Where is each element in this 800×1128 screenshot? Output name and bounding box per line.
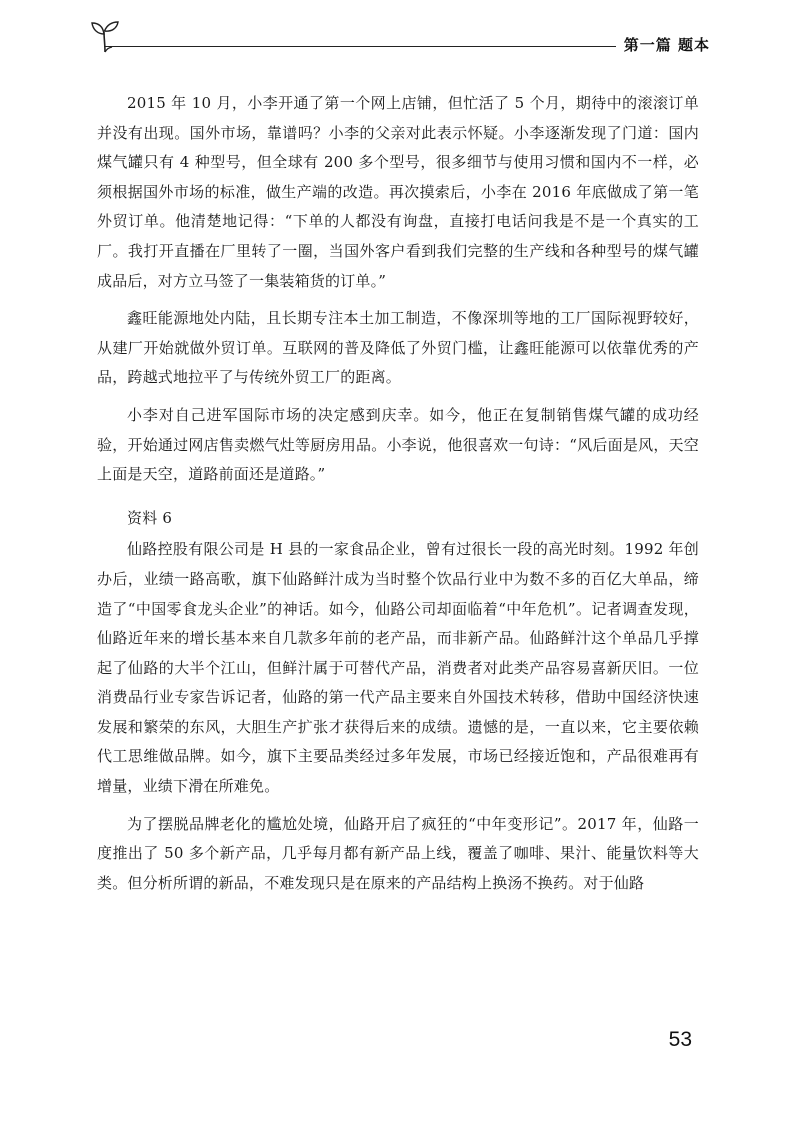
header-title: 第一篇 题本: [623, 36, 710, 54]
section-label: 资料 6: [127, 508, 173, 527]
paragraph: 鑫旺能源地处内陆，且长期专注本土加工制造，不像深圳等地的工厂国际视野较好，从建厂开始就做外贸订单。互联网的普及降低了外贸门槛，让鑫旺能源可以依靠优秀的产品，跨越式地拉平了与传统外贸工厂的距离。: [97, 309, 699, 387]
paragraph: 仙路控股有限公司是 H 县的一家食品企业，曾有过很长一段的高光时刻。1992 年创办后，业绩一路高歌，旗下仙路鲜汁成为当时整个饮品行业中为数不多的百亿大单品，缔造了“中国零食龙头企业”的神话。如今，仙路公司却面临着“中年危机”。记者调查发现，仙路近年来的增长基本来自几款多年前的老产品，而非新产品。仙路鲜汁这个单品几乎撑起了仙路的大半个江山，但鲜汁属于可替代产品，消费者对此类产品容易喜新厌旧。一位消费品行业专家告诉记者，仙路的第一代产品主要来自外国技术转移，借助中国经济快速发展和繁荣的东风，大胆生产扩张才获得后来的成绩。遗憾的是，一直以来，它主要依赖代工思维做品牌。如今，旗下主要品类经过多年发展，市场已经接近饱和，产品很难再有增量，业绩下滑在所难免。: [97, 540, 699, 796]
paragraph: 2015 年 10 月，小李开通了第一个网上店铺，但忙活了 5 个月，期待中的滚滚订单并没有出现。国外市场，靠谱吗？小李的父亲对此表示怀疑。小李逐渐发现了门道：国内煤气罐只有 4 种型号，但全球有 200 多个型号，很多细节与使用习惯和国内不一样，必须根据国外市场的标准，做生产端的改造。再次摸索后，小李在 2016 年底做成了第一笔外贸订单。他清楚地记得：“下单的人都没有询盘，直接打电话问我是不是一个真实的工厂。我打开直播在厂里转了一圈，当国外客户看到我们完整的生产线和各种型号的煤气罐成品后，对方立马签了一集装箱货的订单。”: [97, 94, 699, 290]
running-header: [90, 18, 710, 58]
header-rule: [104, 46, 616, 47]
page-number: 53: [668, 1028, 692, 1051]
body-text: [97, 89, 699, 898]
paragraph: 为了摆脱品牌老化的尴尬处境，仙路开启了疯狂的“中年变形记”。2017 年，仙路一度推出了 50 多个新产品，几乎每月都有新产品上线，覆盖了咖啡、果汁、能量饮料等大类。但分析所谓的新品，不难发现只是在原来的产品结构上换汤不换药。对于仙路: [97, 814, 699, 892]
paragraph: 小李对自己进军国际市场的决定感到庆幸。如今，他正在复制销售煤气罐的成功经验，开始通过网店售卖燃气灶等厨房用品。小李说，他很喜欢一句诗：“风后面是风，天空上面是天空，道路前面还是道路。”: [97, 405, 699, 484]
sprout-icon: [90, 18, 120, 54]
